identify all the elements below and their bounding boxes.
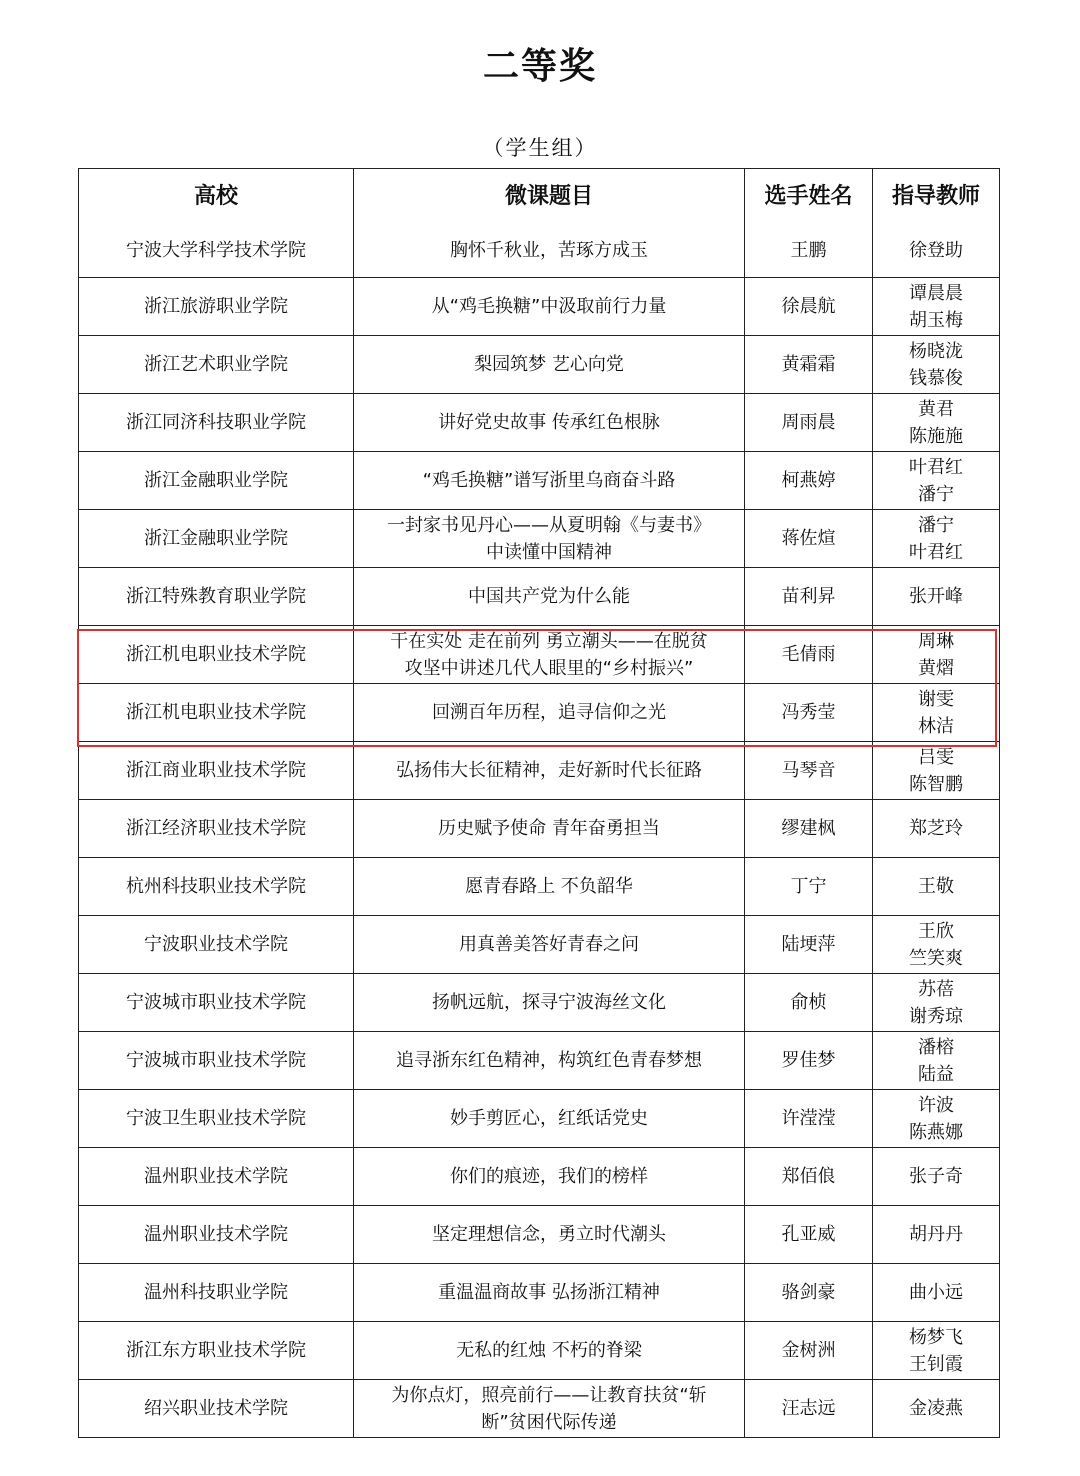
topic-cell: 胸怀千秋业，苦琢方成玉	[354, 223, 745, 278]
table-row	[79, 974, 1000, 1032]
school-cell: 宁波大学科学技术学院	[79, 223, 354, 278]
student-cell: 冯秀莹	[745, 684, 873, 742]
topic-cell: 讲好党史故事 传承红色根脉	[354, 394, 745, 452]
teacher-cell: 胡丹丹	[873, 1206, 1000, 1264]
school-cell: 浙江东方职业技术学院	[79, 1322, 354, 1380]
table-row	[79, 1264, 1000, 1322]
school-cell: 宁波城市职业技术学院	[79, 974, 354, 1032]
table-row	[79, 336, 1000, 394]
school-cell: 浙江同济科技职业学院	[79, 394, 354, 452]
award-table	[78, 168, 1000, 1438]
topic-cell: 你们的痕迹，我们的榜样	[354, 1148, 745, 1206]
school-cell: 浙江商业职业技术学院	[79, 742, 354, 800]
school-cell: 浙江金融职业学院	[79, 452, 354, 510]
student-cell: 马琴音	[745, 742, 873, 800]
school-cell: 杭州科技职业技术学院	[79, 858, 354, 916]
header-student: 选手姓名	[745, 169, 873, 224]
student-cell: 陆埂萍	[745, 916, 873, 974]
teacher-cell: 叶君红 潘宁	[873, 452, 1000, 510]
teacher-cell: 潘宁 叶君红	[873, 510, 1000, 568]
student-cell: 孔亚威	[745, 1206, 873, 1264]
school-cell: 温州职业技术学院	[79, 1148, 354, 1206]
teacher-cell: 张子奇	[873, 1148, 1000, 1206]
teacher-cell: 潘榕 陆益	[873, 1032, 1000, 1090]
teacher-cell: 吕雯 陈智鹏	[873, 742, 1000, 800]
table-row	[79, 800, 1000, 858]
teacher-cell: 王欣 竺笑爽	[873, 916, 1000, 974]
topic-cell: 愿青春路上 不负韶华	[354, 858, 745, 916]
school-cell: 绍兴职业技术学院	[79, 1380, 354, 1438]
group-subtitle: （学生组）	[482, 136, 598, 160]
table-row	[79, 452, 1000, 510]
table-row	[79, 916, 1000, 974]
teacher-cell: 张开峰	[873, 568, 1000, 626]
topic-cell: 中国共产党为什么能	[354, 568, 745, 626]
table-row	[79, 568, 1000, 626]
topic-cell: 扬帆远航，探寻宁波海丝文化	[354, 974, 745, 1032]
school-cell: 宁波卫生职业技术学院	[79, 1090, 354, 1148]
teacher-cell: 黄君 陈施施	[873, 394, 1000, 452]
table-row	[79, 1322, 1000, 1380]
teacher-cell: 谢雯 林洁	[873, 684, 1000, 742]
table-row	[79, 858, 1000, 916]
student-cell: 丁宁	[745, 858, 873, 916]
school-cell: 浙江旅游职业学院	[79, 278, 354, 336]
topic-cell: 弘扬伟大长征精神，走好新时代长征路	[354, 742, 745, 800]
table-row	[79, 1380, 1000, 1438]
school-cell: 浙江经济职业技术学院	[79, 800, 354, 858]
table-row	[79, 510, 1000, 568]
teacher-cell: 杨梦飞 王钊霞	[873, 1322, 1000, 1380]
student-cell: 苗利昇	[745, 568, 873, 626]
teacher-cell: 许波 陈燕娜	[873, 1090, 1000, 1148]
header-teacher: 指导教师	[873, 169, 1000, 224]
page-title: 二等奖	[482, 46, 597, 87]
student-cell: 金树洲	[745, 1322, 873, 1380]
teacher-cell: 曲小远	[873, 1264, 1000, 1322]
topic-cell: 干在实处 走在前列 勇立潮头——在脱贫 攻坚中讲述几代人眼里的“乡村振兴”	[354, 626, 745, 684]
table-row	[79, 626, 1000, 684]
topic-cell: 用真善美答好青春之问	[354, 916, 745, 974]
topic-cell: 无私的红烛 不朽的脊梁	[354, 1322, 745, 1380]
table-row	[79, 1148, 1000, 1206]
school-cell: 温州科技职业学院	[79, 1264, 354, 1322]
table-header	[79, 169, 1000, 224]
student-cell: 汪志远	[745, 1380, 873, 1438]
school-cell: 浙江艺术职业学院	[79, 336, 354, 394]
school-cell: 温州职业技术学院	[79, 1206, 354, 1264]
student-cell: 俞桢	[745, 974, 873, 1032]
student-cell: 郑佰俍	[745, 1148, 873, 1206]
student-cell: 柯燕婷	[745, 452, 873, 510]
school-cell: 浙江机电职业技术学院	[79, 684, 354, 742]
header-school: 高校	[79, 169, 354, 224]
topic-cell: 历史赋予使命 青年奋勇担当	[354, 800, 745, 858]
teacher-cell: 谭晨晨 胡玉梅	[873, 278, 1000, 336]
school-cell: 浙江机电职业技术学院	[79, 626, 354, 684]
topic-cell: 梨园筑梦 艺心向党	[354, 336, 745, 394]
topic-cell: 坚定理想信念，勇立时代潮头	[354, 1206, 745, 1264]
school-cell: 宁波城市职业技术学院	[79, 1032, 354, 1090]
student-cell: 王鹏	[745, 223, 873, 278]
teacher-cell: 杨晓泷 钱慕俊	[873, 336, 1000, 394]
student-cell: 缪建枫	[745, 800, 873, 858]
table-row	[79, 742, 1000, 800]
student-cell: 罗佳梦	[745, 1032, 873, 1090]
table-row	[79, 278, 1000, 336]
teacher-cell: 郑芝玲	[873, 800, 1000, 858]
topic-cell: 妙手剪匠心，红纸话党史	[354, 1090, 745, 1148]
topic-cell: 一封家书见丹心——从夏明翰《与妻书》 中读懂中国精神	[354, 510, 745, 568]
teacher-cell: 金凌燕	[873, 1380, 1000, 1438]
topic-cell: “鸡毛换糖”谱写浙里乌商奋斗路	[354, 452, 745, 510]
table-row	[79, 1090, 1000, 1148]
student-cell: 骆剑豪	[745, 1264, 873, 1322]
teacher-cell: 苏蓓 谢秀琼	[873, 974, 1000, 1032]
student-cell: 周雨晨	[745, 394, 873, 452]
teacher-cell: 周琳 黄熠	[873, 626, 1000, 684]
teacher-cell: 王敬	[873, 858, 1000, 916]
teacher-cell: 徐登助	[873, 223, 1000, 278]
topic-cell: 为你点灯，照亮前行——让教育扶贫“斩 断”贫困代际传递	[354, 1380, 745, 1438]
student-cell: 黄霜霜	[745, 336, 873, 394]
header-topic: 微课题目	[354, 169, 745, 224]
table-row	[79, 1206, 1000, 1264]
table-row	[79, 684, 1000, 742]
school-cell: 浙江特殊教育职业学院	[79, 568, 354, 626]
table-row	[79, 223, 1000, 278]
school-cell: 宁波职业技术学院	[79, 916, 354, 974]
school-cell: 浙江金融职业学院	[79, 510, 354, 568]
student-cell: 蒋佐煊	[745, 510, 873, 568]
student-cell: 毛倩雨	[745, 626, 873, 684]
topic-cell: 追寻浙东红色精神，构筑红色青春梦想	[354, 1032, 745, 1090]
table-row	[79, 1032, 1000, 1090]
topic-cell: 从“鸡毛换糖”中汲取前行力量	[354, 278, 745, 336]
table-row	[79, 394, 1000, 452]
topic-cell: 回溯百年历程，追寻信仰之光	[354, 684, 745, 742]
student-cell: 许滢滢	[745, 1090, 873, 1148]
topic-cell: 重温温商故事 弘扬浙江精神	[354, 1264, 745, 1322]
student-cell: 徐晨航	[745, 278, 873, 336]
